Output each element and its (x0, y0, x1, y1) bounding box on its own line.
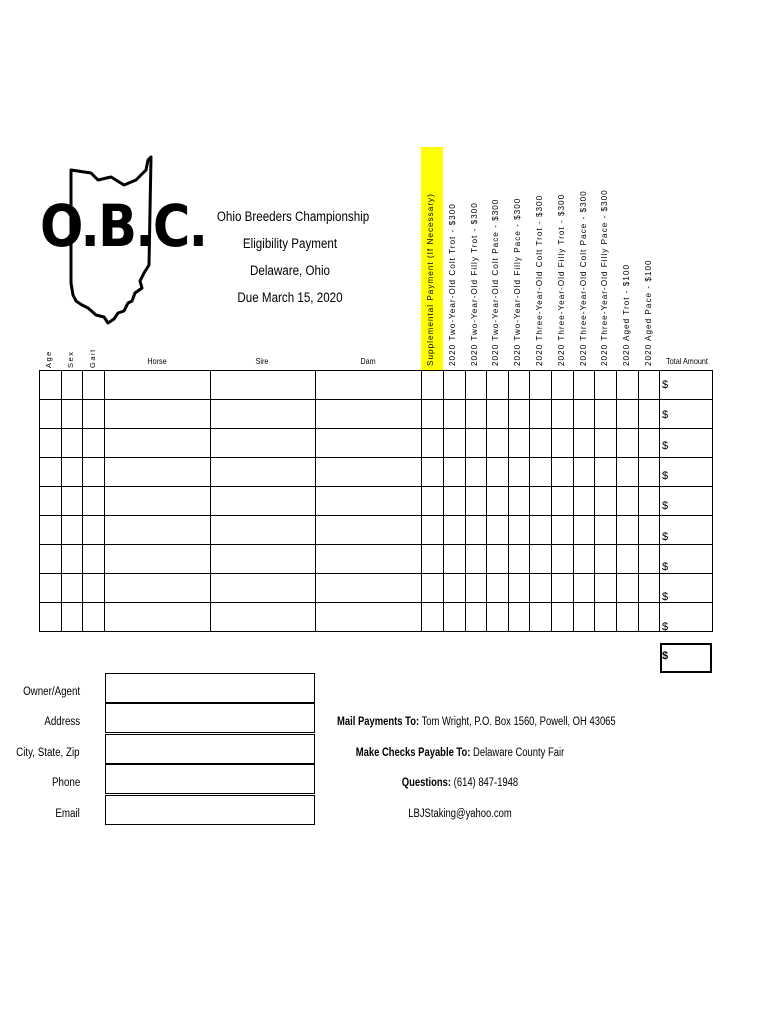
entry-cell[interactable] (487, 429, 509, 458)
entry-cell[interactable] (62, 603, 83, 632)
col-header-age: Age (44, 350, 53, 368)
entry-cell[interactable] (105, 371, 211, 400)
entry-cell[interactable] (595, 458, 617, 487)
row-dollar-symbol: $ (662, 621, 669, 634)
entry-cell[interactable] (211, 516, 316, 545)
entry-cell[interactable] (105, 603, 211, 632)
row-dollar-symbol: $ (662, 500, 669, 513)
entry-cell[interactable] (83, 574, 105, 603)
entry-cell[interactable] (617, 516, 639, 545)
table-row (40, 458, 713, 487)
entry-cell[interactable] (422, 458, 444, 487)
entry-cell[interactable] (617, 487, 639, 516)
title-line-3: Delaware, Ohio (249, 263, 331, 278)
table-row (40, 371, 713, 400)
mail-payments-value: Tom Wright, P.O. Box 1560, Powell, OH 43065 (421, 716, 616, 728)
entry-cell[interactable] (487, 458, 509, 487)
entry-cell[interactable] (466, 603, 487, 632)
checks-payable-line (337, 747, 583, 759)
entry-cell[interactable] (530, 603, 552, 632)
entry-cell[interactable] (530, 458, 552, 487)
entry-cell[interactable] (530, 574, 552, 603)
col-header-event-1: 2020 Two-Year-Old Colt Trot - $300 (448, 203, 457, 366)
entry-cell[interactable] (509, 429, 530, 458)
entry-cell[interactable] (466, 458, 487, 487)
entry-cell[interactable] (509, 458, 530, 487)
entry-cell[interactable] (574, 545, 595, 574)
entry-cell[interactable] (574, 458, 595, 487)
col-header-event-6: 2020 Three-Year-Old Filly Trot - $300 (557, 193, 566, 366)
col-header-event-7: 2020 Three-Year-Old Colt Pace - $300 (579, 190, 588, 366)
entry-cell[interactable] (574, 400, 595, 429)
entry-cell[interactable] (422, 371, 444, 400)
entry-cell[interactable] (595, 603, 617, 632)
row-dollar-symbol: $ (662, 560, 669, 573)
entry-cell[interactable] (40, 487, 62, 516)
entry-cell[interactable] (487, 487, 509, 516)
entry-cell[interactable] (595, 371, 617, 400)
col-header-event-5: 2020 Three-Year-Old Colt Trot - $300 (535, 194, 544, 366)
entry-cell[interactable] (316, 429, 422, 458)
entry-cell[interactable] (617, 400, 639, 429)
entry-cell[interactable] (444, 516, 466, 545)
row-dollar-symbol: $ (662, 469, 669, 482)
entry-cell[interactable] (639, 458, 660, 487)
entry-cell[interactable] (316, 400, 422, 429)
entry-cell[interactable] (530, 400, 552, 429)
col-header-event-10: 2020 Aged Pace - $100 (644, 259, 653, 366)
entry-cell[interactable] (617, 458, 639, 487)
entry-cell[interactable] (40, 545, 62, 574)
entry-cell[interactable] (62, 516, 83, 545)
address-label: Address (44, 716, 80, 728)
entry-cell[interactable] (211, 603, 316, 632)
entry-cell[interactable] (105, 487, 211, 516)
entry-cell[interactable] (316, 487, 422, 516)
obc-logo (36, 155, 207, 330)
col-header-supplemental: Supplemental Payment (If Necessary) (426, 193, 435, 366)
entry-cell[interactable] (617, 545, 639, 574)
email-field[interactable] (105, 795, 315, 825)
entry-cell[interactable] (574, 371, 595, 400)
entry-cell[interactable] (466, 516, 487, 545)
entry-cell[interactable] (422, 429, 444, 458)
table-row (40, 603, 713, 632)
entry-cell[interactable] (487, 400, 509, 429)
row-dollar-symbol: $ (662, 379, 669, 391)
entry-cell[interactable] (530, 371, 552, 400)
entry-cell[interactable] (509, 603, 530, 632)
entry-cell[interactable] (422, 603, 444, 632)
checks-payable-label: Make Checks Payable To: (355, 747, 471, 759)
entry-cell[interactable] (552, 574, 574, 603)
row-dollar-symbol: $ (662, 591, 669, 604)
entry-cell[interactable] (211, 371, 316, 400)
table-row (40, 487, 713, 516)
entry-cell[interactable] (40, 574, 62, 603)
entry-cell[interactable] (487, 371, 509, 400)
entry-cell[interactable] (316, 603, 422, 632)
city-state-zip-field[interactable] (105, 734, 315, 764)
table-row (40, 429, 713, 458)
table-row (40, 400, 713, 429)
entry-cell[interactable] (509, 487, 530, 516)
col-header-sire: Sire (255, 356, 269, 366)
entry-cell[interactable] (487, 545, 509, 574)
entry-cell[interactable] (83, 516, 105, 545)
title-line-2: Eligibility Payment (242, 236, 338, 251)
entry-cell[interactable] (574, 516, 595, 545)
entry-cell[interactable] (595, 429, 617, 458)
entry-cell[interactable] (552, 400, 574, 429)
phone-field[interactable] (105, 764, 315, 794)
entry-cell[interactable] (105, 458, 211, 487)
city-state-zip-label: City, State, Zip (16, 747, 80, 759)
entry-cell[interactable] (62, 429, 83, 458)
entry-cell[interactable] (617, 603, 639, 632)
entry-cell[interactable] (40, 371, 62, 400)
entry-cell[interactable] (595, 487, 617, 516)
phone-label: Phone (51, 777, 80, 789)
table-row (40, 516, 713, 545)
entry-cell[interactable] (552, 458, 574, 487)
entry-cell[interactable] (62, 458, 83, 487)
entry-cell[interactable] (552, 603, 574, 632)
entry-cell[interactable] (83, 545, 105, 574)
entry-cell[interactable] (62, 574, 83, 603)
col-header-event-9: 2020 Aged Trot - $100 (622, 263, 631, 366)
entry-cell[interactable] (466, 574, 487, 603)
entry-cell[interactable] (83, 603, 105, 632)
entry-cell[interactable] (574, 574, 595, 603)
col-header-event-2: 2020 Two-Year-Old Filly Trot - $300 (470, 202, 479, 366)
entry-cell[interactable] (466, 371, 487, 400)
col-header-sex: Sex (66, 350, 75, 368)
table-row (40, 574, 713, 603)
contact-email: LBJStaking@yahoo.com (408, 808, 512, 820)
entry-cell[interactable] (487, 603, 509, 632)
entry-cell[interactable] (105, 545, 211, 574)
entry-cell[interactable] (466, 545, 487, 574)
entry-cell[interactable] (574, 487, 595, 516)
checks-payable-value: Delaware County Fair (473, 747, 565, 759)
entry-cell[interactable] (530, 545, 552, 574)
entry-cell[interactable] (444, 603, 466, 632)
email-label: Email (55, 808, 80, 820)
entry-cell[interactable] (211, 487, 316, 516)
entry-cell[interactable] (62, 371, 83, 400)
owner-field[interactable] (105, 673, 315, 703)
entry-cell[interactable] (639, 574, 660, 603)
col-header-event-4: 2020 Two-Year-Old Filly Pace - $300 (513, 197, 522, 366)
entry-cell[interactable] (530, 516, 552, 545)
entry-cell[interactable] (211, 400, 316, 429)
table-row (40, 545, 713, 574)
entry-cell[interactable] (466, 429, 487, 458)
entry-cell[interactable] (530, 487, 552, 516)
entry-cell[interactable] (40, 458, 62, 487)
entry-cell[interactable] (422, 574, 444, 603)
entry-cell[interactable] (617, 429, 639, 458)
entry-cell[interactable] (530, 429, 552, 458)
entry-cell[interactable] (639, 371, 660, 400)
entry-cell[interactable] (639, 545, 660, 574)
entry-cell[interactable] (574, 603, 595, 632)
questions-line (337, 777, 583, 789)
entry-cell[interactable] (639, 516, 660, 545)
entry-cell[interactable] (62, 487, 83, 516)
entry-cell[interactable] (595, 574, 617, 603)
entry-cell[interactable] (487, 516, 509, 545)
logo-text: O.B.C. (40, 192, 207, 260)
entry-cell[interactable] (444, 458, 466, 487)
entry-cell[interactable] (617, 574, 639, 603)
entry-cell[interactable] (422, 545, 444, 574)
questions-label: Questions: (401, 777, 452, 789)
entry-cell[interactable] (40, 516, 62, 545)
mail-payments-label: Mail Payments To: (337, 716, 420, 728)
entry-cell[interactable] (62, 545, 83, 574)
entry-cell[interactable] (211, 458, 316, 487)
entry-cell[interactable] (422, 516, 444, 545)
entry-cell[interactable] (105, 574, 211, 603)
entry-cell[interactable] (509, 371, 530, 400)
questions-value: (614) 847-1948 (453, 777, 519, 789)
entry-cell[interactable] (316, 516, 422, 545)
col-header-event-8: 2020 Three-Year-Old Filly Pace - $300 (600, 189, 609, 366)
entry-cell[interactable] (617, 371, 639, 400)
entry-cell[interactable] (211, 545, 316, 574)
entry-cell[interactable] (487, 574, 509, 603)
entry-cell[interactable] (83, 429, 105, 458)
form-title (216, 203, 370, 311)
entry-cell[interactable] (509, 400, 530, 429)
entry-cell[interactable] (211, 574, 316, 603)
entry-cell[interactable] (444, 574, 466, 603)
entry-cell[interactable] (40, 400, 62, 429)
entry-cell[interactable] (105, 400, 211, 429)
entry-cell[interactable] (62, 400, 83, 429)
entry-cell[interactable] (574, 429, 595, 458)
entry-cell[interactable] (552, 429, 574, 458)
entry-cell[interactable] (40, 429, 62, 458)
entry-cell[interactable] (83, 371, 105, 400)
entry-cell[interactable] (316, 545, 422, 574)
entry-cell[interactable] (444, 429, 466, 458)
entry-cell[interactable] (444, 371, 466, 400)
col-header-gait: Gait (88, 348, 97, 368)
title-line-1: Ohio Breeders Championship (216, 209, 370, 224)
entry-table (39, 370, 713, 632)
entry-cell[interactable] (422, 400, 444, 429)
entry-cell[interactable] (509, 516, 530, 545)
col-header-total: Total Amount (666, 356, 708, 366)
entry-cell[interactable] (466, 400, 487, 429)
owner-label: Owner/Agent (22, 686, 80, 698)
row-dollar-symbol: $ (662, 530, 669, 543)
entry-cell[interactable] (552, 487, 574, 516)
entry-cell[interactable] (595, 400, 617, 429)
entry-cell[interactable] (316, 458, 422, 487)
entry-cell[interactable] (444, 400, 466, 429)
entry-cell[interactable] (595, 516, 617, 545)
entry-cell[interactable] (211, 429, 316, 458)
entry-cell[interactable] (552, 545, 574, 574)
title-line-4: Due March 15, 2020 (237, 290, 343, 305)
entry-cell[interactable] (83, 487, 105, 516)
row-dollar-symbol: $ (662, 409, 669, 422)
entry-cell[interactable] (316, 371, 422, 400)
entry-cell[interactable] (509, 574, 530, 603)
entry-cell[interactable] (444, 487, 466, 516)
row-dollar-symbol: $ (662, 439, 669, 452)
entry-cell[interactable] (552, 516, 574, 545)
entry-cell[interactable] (444, 545, 466, 574)
entry-cell[interactable] (466, 487, 487, 516)
entry-cell[interactable] (639, 603, 660, 632)
entry-cell[interactable] (595, 545, 617, 574)
grand-total-symbol: $ (662, 650, 669, 662)
mail-payments-line (337, 716, 616, 728)
entry-cell[interactable] (639, 429, 660, 458)
entry-cell[interactable] (83, 400, 105, 429)
col-header-event-3: 2020 Two-Year-Old Colt Pace - $300 (491, 198, 500, 366)
entry-cell[interactable] (422, 487, 444, 516)
entry-cell[interactable] (639, 487, 660, 516)
entry-cell[interactable] (40, 603, 62, 632)
entry-cell[interactable] (105, 429, 211, 458)
entry-cell[interactable] (509, 545, 530, 574)
entry-cell[interactable] (105, 516, 211, 545)
col-header-dam: Dam (360, 356, 376, 366)
entry-cell[interactable] (316, 574, 422, 603)
col-header-horse: Horse (147, 356, 167, 366)
entry-cell[interactable] (83, 458, 105, 487)
entry-cell[interactable] (552, 371, 574, 400)
entry-cell[interactable] (639, 400, 660, 429)
address-field[interactable] (105, 703, 315, 733)
